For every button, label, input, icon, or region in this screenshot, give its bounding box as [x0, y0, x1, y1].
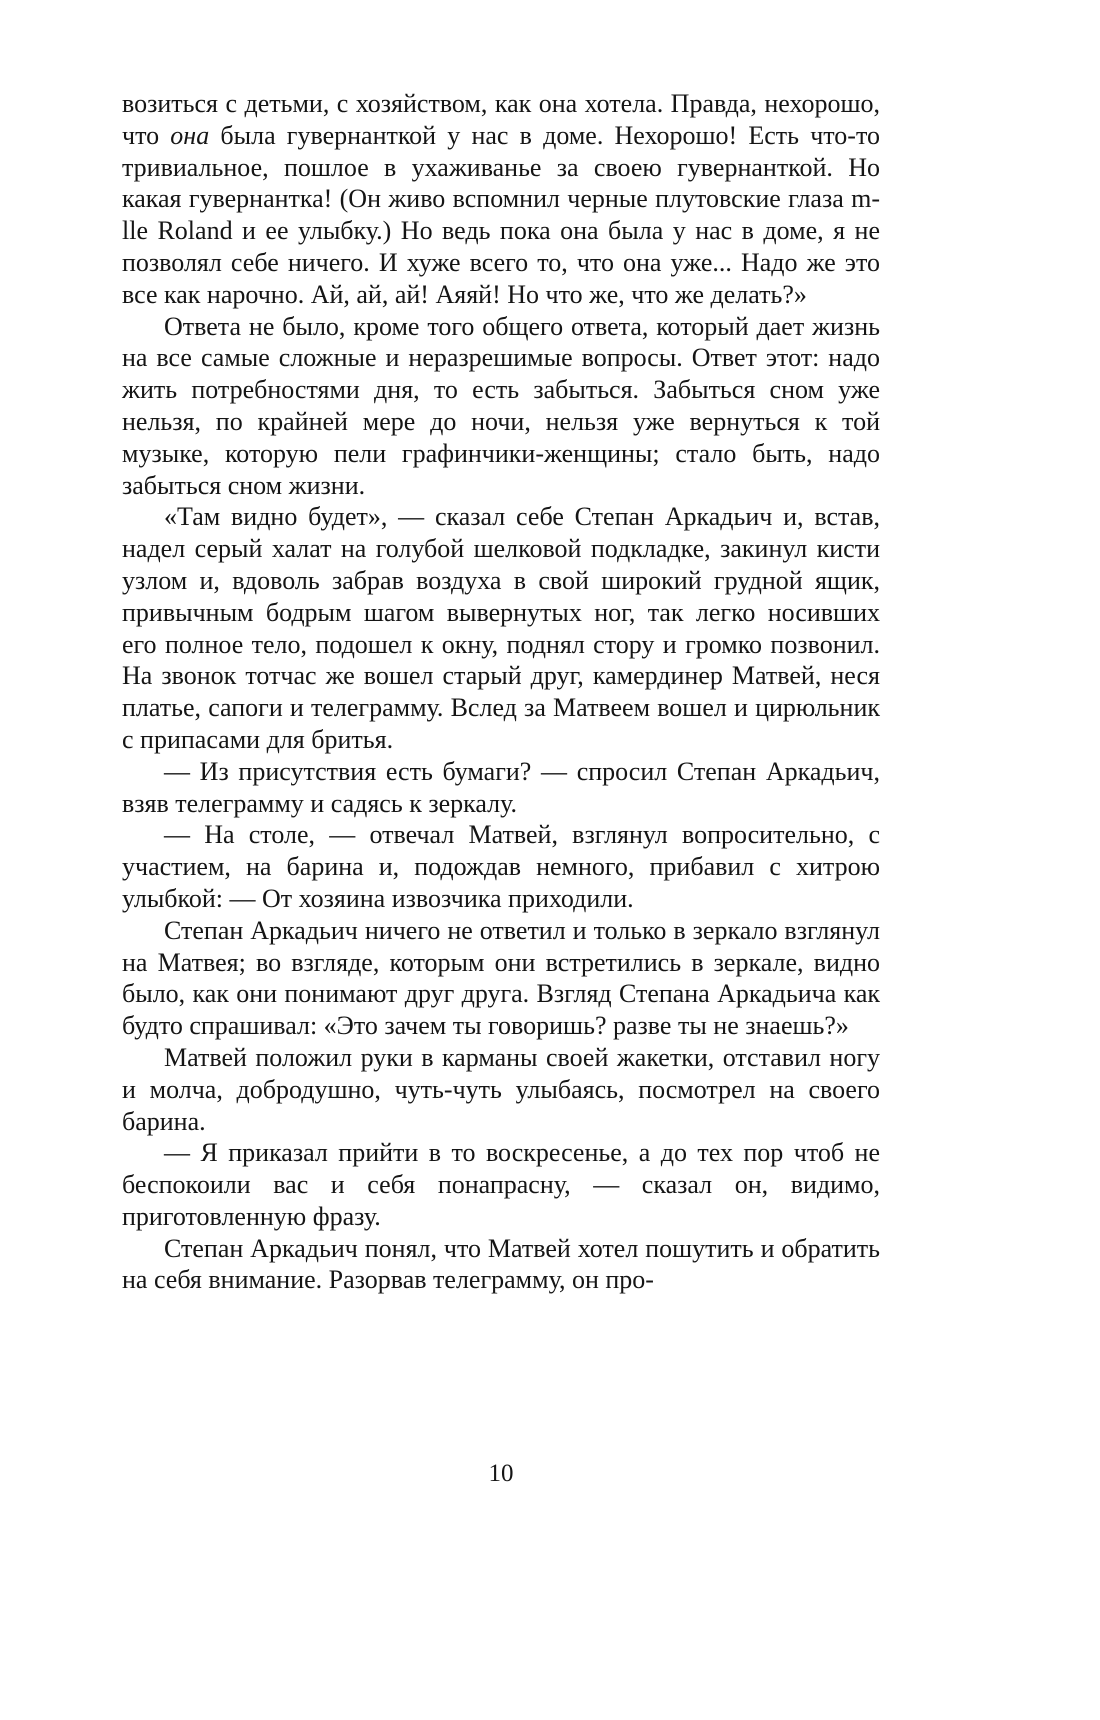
paragraph — [122, 1042, 880, 1137]
text-block — [122, 88, 880, 1296]
paragraph — [122, 915, 880, 1042]
text-segment: возиться с детьми, с хозяйством, как она хотела. Правда, нехорошо, что — [122, 89, 880, 150]
text-segment: Ответа не было, кроме того общего ответа, который дает жизнь на все самые сложные и неразрешимые вопросы. Ответ этот: надо жить потребностями дня, то есть забыться. Забыться сном уже нельзя, по крайней мере до ночи, нельзя уже вернуться к той музыке, которую пели графинчики-женщины; стало быть, надо забыться сном жизни. — [122, 311, 880, 500]
paragraph — [122, 311, 880, 502]
text-segment: — Из присутствия есть бумаги? — спросил Степан Аркадьич, взяв телеграмму и садясь к зеркалу. — [122, 756, 880, 818]
text-segment: Матвей положил руки в карманы своей жакетки, отставил ногу и молча, добродушно, чуть-чуть улыбаясь, посмотрел на своего барина. — [122, 1042, 880, 1136]
text-segment: — На столе, — отвечал Матвей, взглянул вопросительно, с участием, на барина и, подождав немного, прибавил с хитрою улыбкой: — От хозяина извозчика приходили. — [122, 820, 880, 913]
text-segment: Степан Аркадьич понял, что Матвей хотел пошутить и обратить на себя внимание. Разорвав телеграмму, он про- — [122, 1233, 880, 1295]
paragraph — [122, 756, 880, 820]
italic-text-segment: она — [170, 120, 210, 150]
paragraph — [122, 1233, 880, 1297]
text-segment: была гувернанткой у нас в доме. Нехорошо! Есть что-то тривиальное, пошлое в ухаживанье за своею гувернанткой. Но какая гувернантка! (Он живо вспомнил черные плутовские глаза m-lle Roland и ее улыбку.) Но ведь пока она была у нас в доме, я не позволял себе ничего. И хуже всего то, что она уже... Надо же это все как нарочно. Ай, ай, ай! Аяяй! Но что же, что же делать?» — [122, 120, 880, 309]
paragraph — [122, 501, 880, 755]
text-segment: — Я приказал прийти в то воскресенье, а до тех пор чтоб не беспокоили вас и себя понапрасну, — сказал он, видимо, приготовленную фразу. — [122, 1138, 880, 1231]
text-segment: «Там видно будет», — сказал себе Степан Аркадьич и, встав, надел серый халат на голубой шелковой подкладке, закинул кисти узлом и, вдоволь забрав воздуха в свой широкий грудной ящик, привычным бодрым шагом вывернутых ног, так легко носивших его полное тело, подошел к окну, поднял стору и громко позвонил. На звонок тотчас же вошел старый друг, камердинер Матвей, неся платье, сапоги и телеграмму. Вслед за Матвеем вошел и цирюльник с припасами для бритья. — [122, 502, 880, 754]
paragraph — [122, 1137, 880, 1232]
page-number: 10 — [488, 1460, 514, 1487]
text-segment: Степан Аркадьич ничего не ответил и только в зеркало взглянул на Матвея; во взгляде, которым они встретились в зеркале, видно было, как они понимают друг друга. Взгляд Степана Аркадьича как будто спрашивал: «Это зачем ты говоришь? разве ты не знаешь?» — [122, 915, 880, 1041]
paragraph — [122, 819, 880, 914]
paragraph — [122, 88, 880, 311]
